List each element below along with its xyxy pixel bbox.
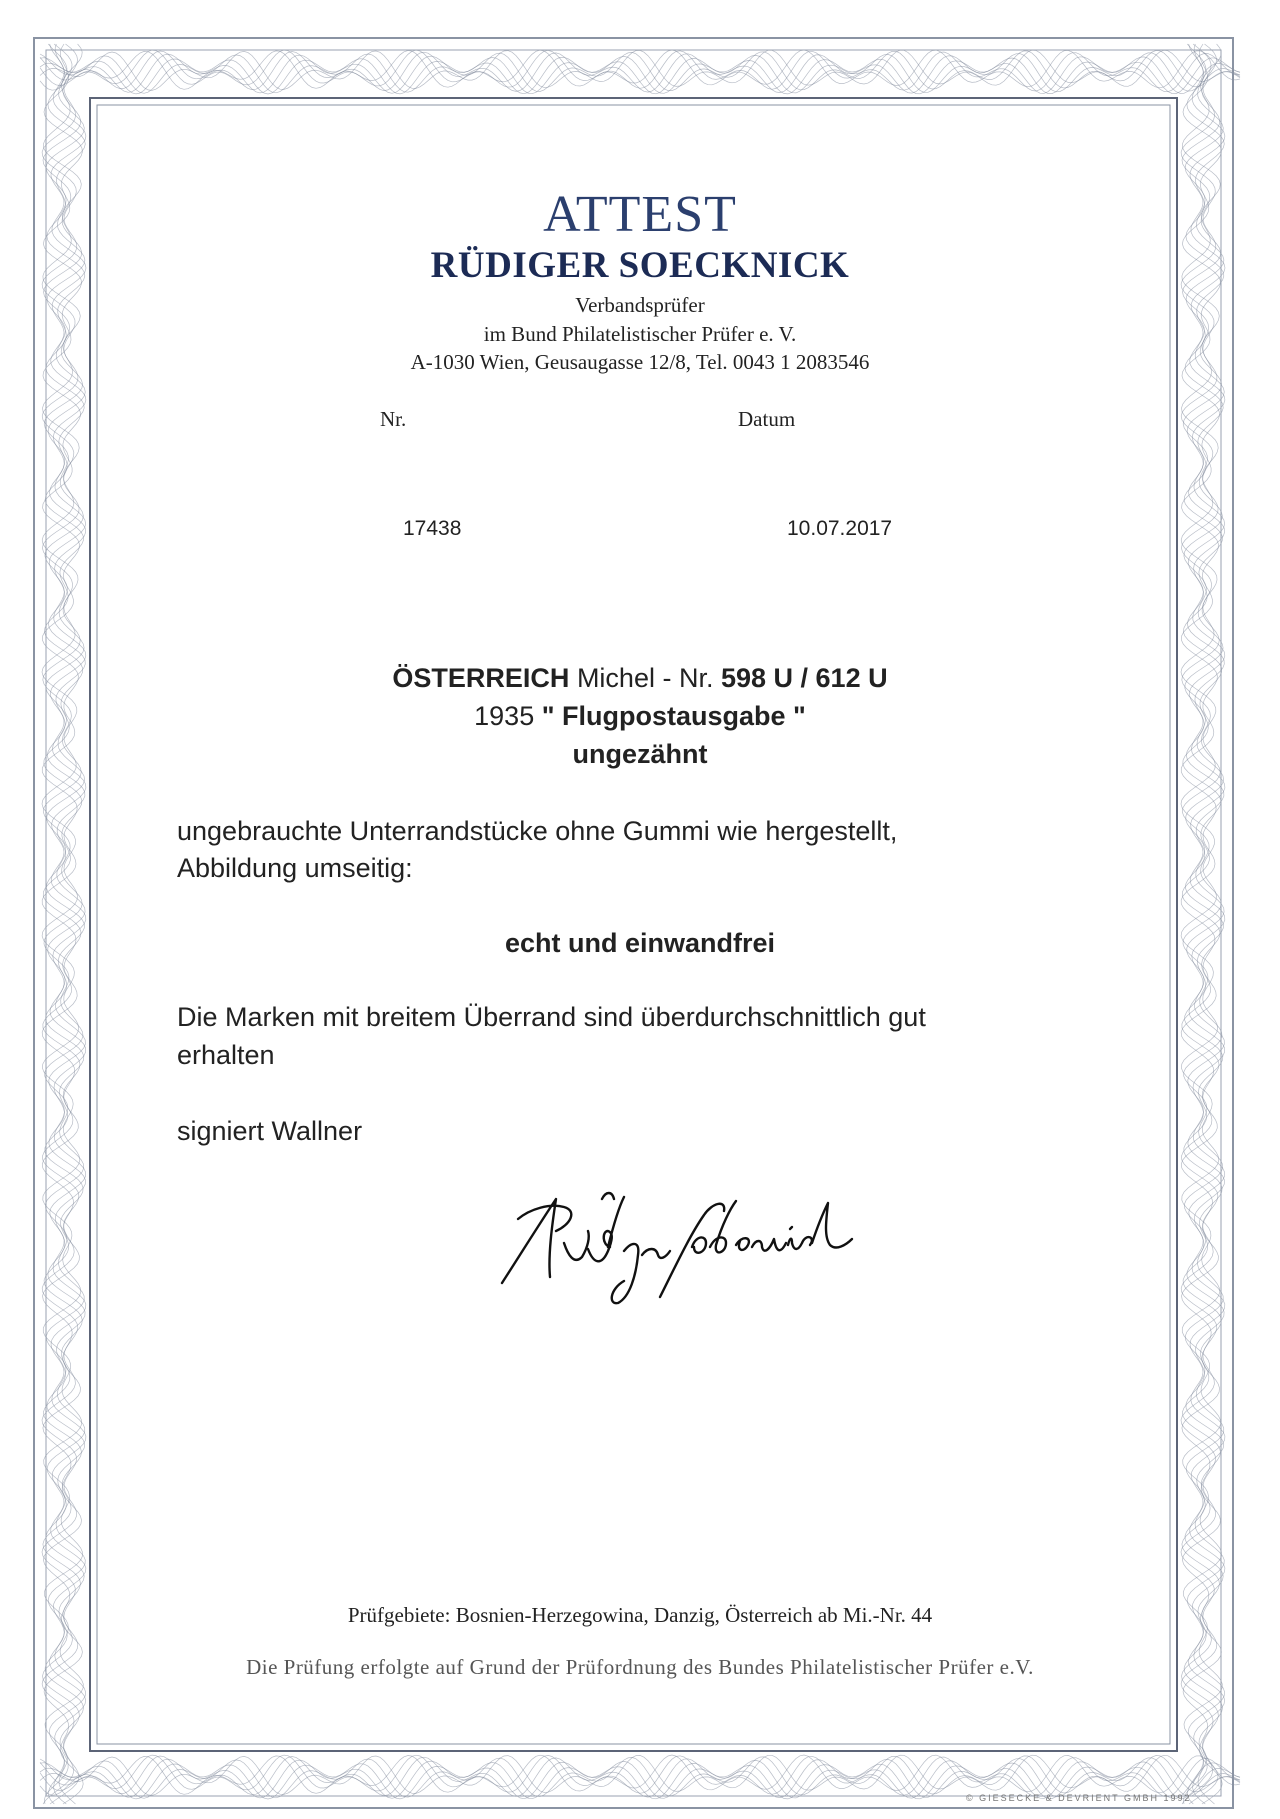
note-line-1: Die Marken mit breitem Überrand sind überdurchschnittlich gut [177, 1002, 926, 1032]
nr-value: 17438 [403, 517, 462, 540]
nr-label: Nr. [380, 407, 407, 431]
examiner-association: im Bund Philatelistischer Prüfer e. V. [483, 322, 797, 346]
datum-label: Datum [738, 407, 796, 431]
note-line-2: erhalten [177, 1040, 275, 1070]
signed-by: signiert Wallner [177, 1116, 363, 1146]
perforation: ungezähnt [572, 739, 708, 769]
examiner-name: RÜDIGER SOECKNICK [430, 245, 850, 286]
document-title: ATTEST [543, 186, 737, 243]
issue-name: " Flugpostausgabe " [541, 701, 806, 731]
printer-copyright: © GIESECKE & DEVRIENT GMBH 1992 [966, 1793, 1192, 1803]
issue-year: 1935 [474, 701, 535, 731]
michel-numbers: 598 U / 612 U [720, 663, 888, 693]
examination-areas: Prüfgebiete: Bosnien-Herzegowina, Danzig, Österreich ab Mi.-Nr. 44 [347, 1603, 933, 1627]
examination-regulation: Die Prüfung erfolgte auf Grund der Prüfordnung des Bundes Philatelistischer Prüfer e.V. [246, 1655, 1034, 1679]
examiner-role: Verbandsprüfer [575, 293, 705, 317]
verdict: echt und einwandfrei [504, 928, 776, 958]
datum-value: 10.07.2017 [787, 517, 893, 540]
examiner-address: A-1030 Wien, Geusaugasse 12/8, Tel. 0043 1 2083546 [410, 350, 870, 374]
michel-label: Michel - Nr. [576, 663, 714, 693]
country: ÖSTERREICH [392, 663, 570, 693]
issue-line [0, 701, 1280, 732]
stamp-identification [0, 663, 1280, 694]
description-line-2: Abbildung umseitig: [177, 853, 413, 883]
description-line-1: ungebrauchte Unterrandstücke ohne Gummi wie hergestellt, [177, 816, 898, 846]
signature [490, 1185, 870, 1310]
